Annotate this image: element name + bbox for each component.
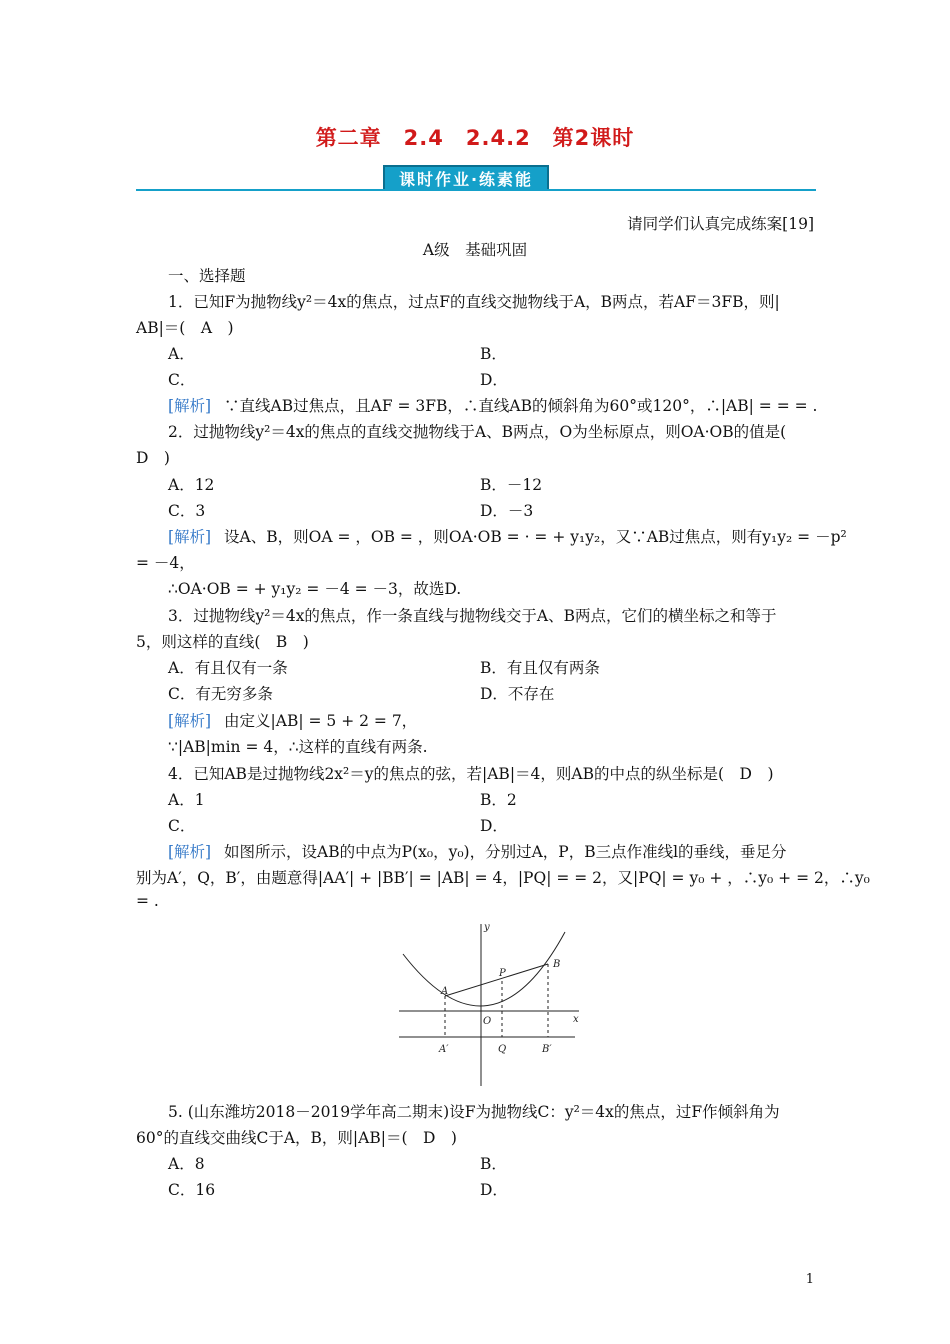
fig-label-a: A bbox=[441, 986, 449, 997]
q1-analysis-label: [解析] bbox=[168, 397, 212, 415]
q3-analysis-label: [解析] bbox=[168, 712, 212, 730]
q5-option-b: B． bbox=[480, 1155, 507, 1173]
q3-analysis-line1: 由定义|AB| = 5 + 2 = 7， bbox=[224, 712, 418, 730]
q1-option-c: C． bbox=[168, 371, 196, 389]
q4-option-d: D． bbox=[480, 817, 508, 835]
q1-option-b: B． bbox=[480, 345, 507, 363]
q4-option-c: C． bbox=[168, 817, 196, 835]
q1-option-a: A． bbox=[168, 345, 195, 363]
fig-label-o: O bbox=[483, 1016, 492, 1027]
parabola-figure bbox=[395, 918, 595, 1090]
q2-analysis-line2: = －4， bbox=[136, 554, 195, 572]
q2-analysis-label: [解析] bbox=[168, 528, 212, 546]
section-banner: 课时作业·练素能 bbox=[383, 165, 549, 191]
fig-label-a-prime: A′ bbox=[439, 1044, 449, 1055]
q3-stem-line2: 5，则这样的直线( B ) bbox=[136, 633, 309, 651]
q2-analysis-line1: 设A、B，则OA = ，OB = ，则OA·OB = · = + y₁y₂，又∵AB过焦点，则有y₁y₂ = －p² bbox=[224, 528, 847, 546]
q4-option-b: B．2 bbox=[480, 791, 517, 809]
fig-label-b-prime: B′ bbox=[542, 1044, 552, 1055]
q5-option-c: C．16 bbox=[168, 1181, 216, 1199]
practice-note: 请同学们认真完成练案[19] bbox=[627, 215, 814, 233]
q5-stem-line1: 5. (山东潍坊2018－2019学年高二期末)设F为抛物线C：y²＝4x的焦点，过F作倾斜角为 bbox=[168, 1103, 780, 1121]
fig-label-y: y bbox=[484, 922, 490, 933]
q3-option-b: B．有且仅有两条 bbox=[480, 659, 600, 677]
q4-stem: 4．已知AB是过抛物线2x²＝y的焦点的弦，若|AB|＝4，则AB的中点的纵坐标是( D ) bbox=[168, 765, 774, 783]
q3-option-a: A．有且仅有一条 bbox=[168, 659, 288, 677]
q1-option-d: D． bbox=[480, 371, 508, 389]
q4-analysis-label: [解析] bbox=[168, 843, 212, 861]
q5-stem-line2: 60°的直线交曲线C于A，B，则|AB|＝( D ) bbox=[136, 1129, 457, 1147]
q2-option-a: A．12 bbox=[168, 476, 215, 494]
title-divider bbox=[136, 189, 816, 191]
q3-stem-line1: 3．过抛物线y²＝4x的焦点，作一条直线与抛物线交于A、B两点，它们的横坐标之和等于 bbox=[168, 607, 777, 625]
q5-option-a: A．8 bbox=[168, 1155, 205, 1173]
q2-analysis bbox=[168, 525, 847, 547]
q4-analysis-line1: 如图所示，设AB的中点为P(x₀，y₀)，分别过A，P，B三点作准线l的垂线，垂足分 bbox=[224, 843, 787, 861]
q2-stem-line2: D ) bbox=[136, 449, 170, 467]
q3-analysis bbox=[168, 709, 417, 731]
q2-option-b: B．－12 bbox=[480, 476, 543, 494]
q2-stem-line1: 2．过抛物线y²＝4x的焦点的直线交抛物线于A、B两点，O为坐标原点，则OA·OB的值是( bbox=[168, 423, 787, 441]
level-heading: A级 基础巩固 bbox=[422, 241, 528, 259]
fig-label-b: B bbox=[553, 959, 561, 970]
q2-analysis-line3: ∴OA·OB = + y₁y₂ = －4 = －3，故选D. bbox=[168, 580, 462, 598]
q2-option-c: C．3 bbox=[168, 502, 206, 520]
fig-label-p: P bbox=[499, 968, 506, 979]
page-number: 1 bbox=[805, 1272, 814, 1287]
q3-option-c: C．有无穷多条 bbox=[168, 685, 273, 703]
q5-option-d: D． bbox=[480, 1181, 508, 1199]
q3-analysis-line2: ∵|AB|min = 4，∴这样的直线有两条. bbox=[168, 738, 428, 756]
q1-stem-line2: AB|＝( A ) bbox=[136, 319, 234, 337]
fig-label-q: Q bbox=[498, 1044, 507, 1055]
q4-analysis bbox=[168, 840, 787, 862]
fig-label-x: x bbox=[573, 1014, 579, 1025]
q1-stem-line1: 1．已知F为抛物线y²＝4x的焦点，过点F的直线交抛物线于A，B两点，若AF＝3FB，则| bbox=[168, 293, 780, 311]
q4-analysis-line2: 别为A′，Q，B′，由题意得|AA′| + |BB′| = |AB| = 4，|PQ| = = 2，又|PQ| = y₀ + ，∴y₀ + = 2，∴y₀ bbox=[136, 869, 870, 887]
q3-option-d: D．不存在 bbox=[480, 685, 555, 703]
q4-analysis-line3: = . bbox=[136, 892, 159, 910]
q1-analysis bbox=[168, 394, 817, 416]
section-type: 一、选择题 bbox=[168, 267, 246, 285]
page-title: 第二章 2.4 2.4.2 第2课时 bbox=[315, 126, 635, 150]
chord-ab bbox=[445, 964, 548, 996]
q2-option-d: D．－3 bbox=[480, 502, 534, 520]
parabola-curve bbox=[403, 932, 565, 1006]
q1-analysis-text: ∵直线AB过焦点，且AF = 3FB，∴直线AB的倾斜角为60°或120°，∴|AB| = = = . bbox=[224, 397, 818, 415]
q4-option-a: A．1 bbox=[168, 791, 205, 809]
